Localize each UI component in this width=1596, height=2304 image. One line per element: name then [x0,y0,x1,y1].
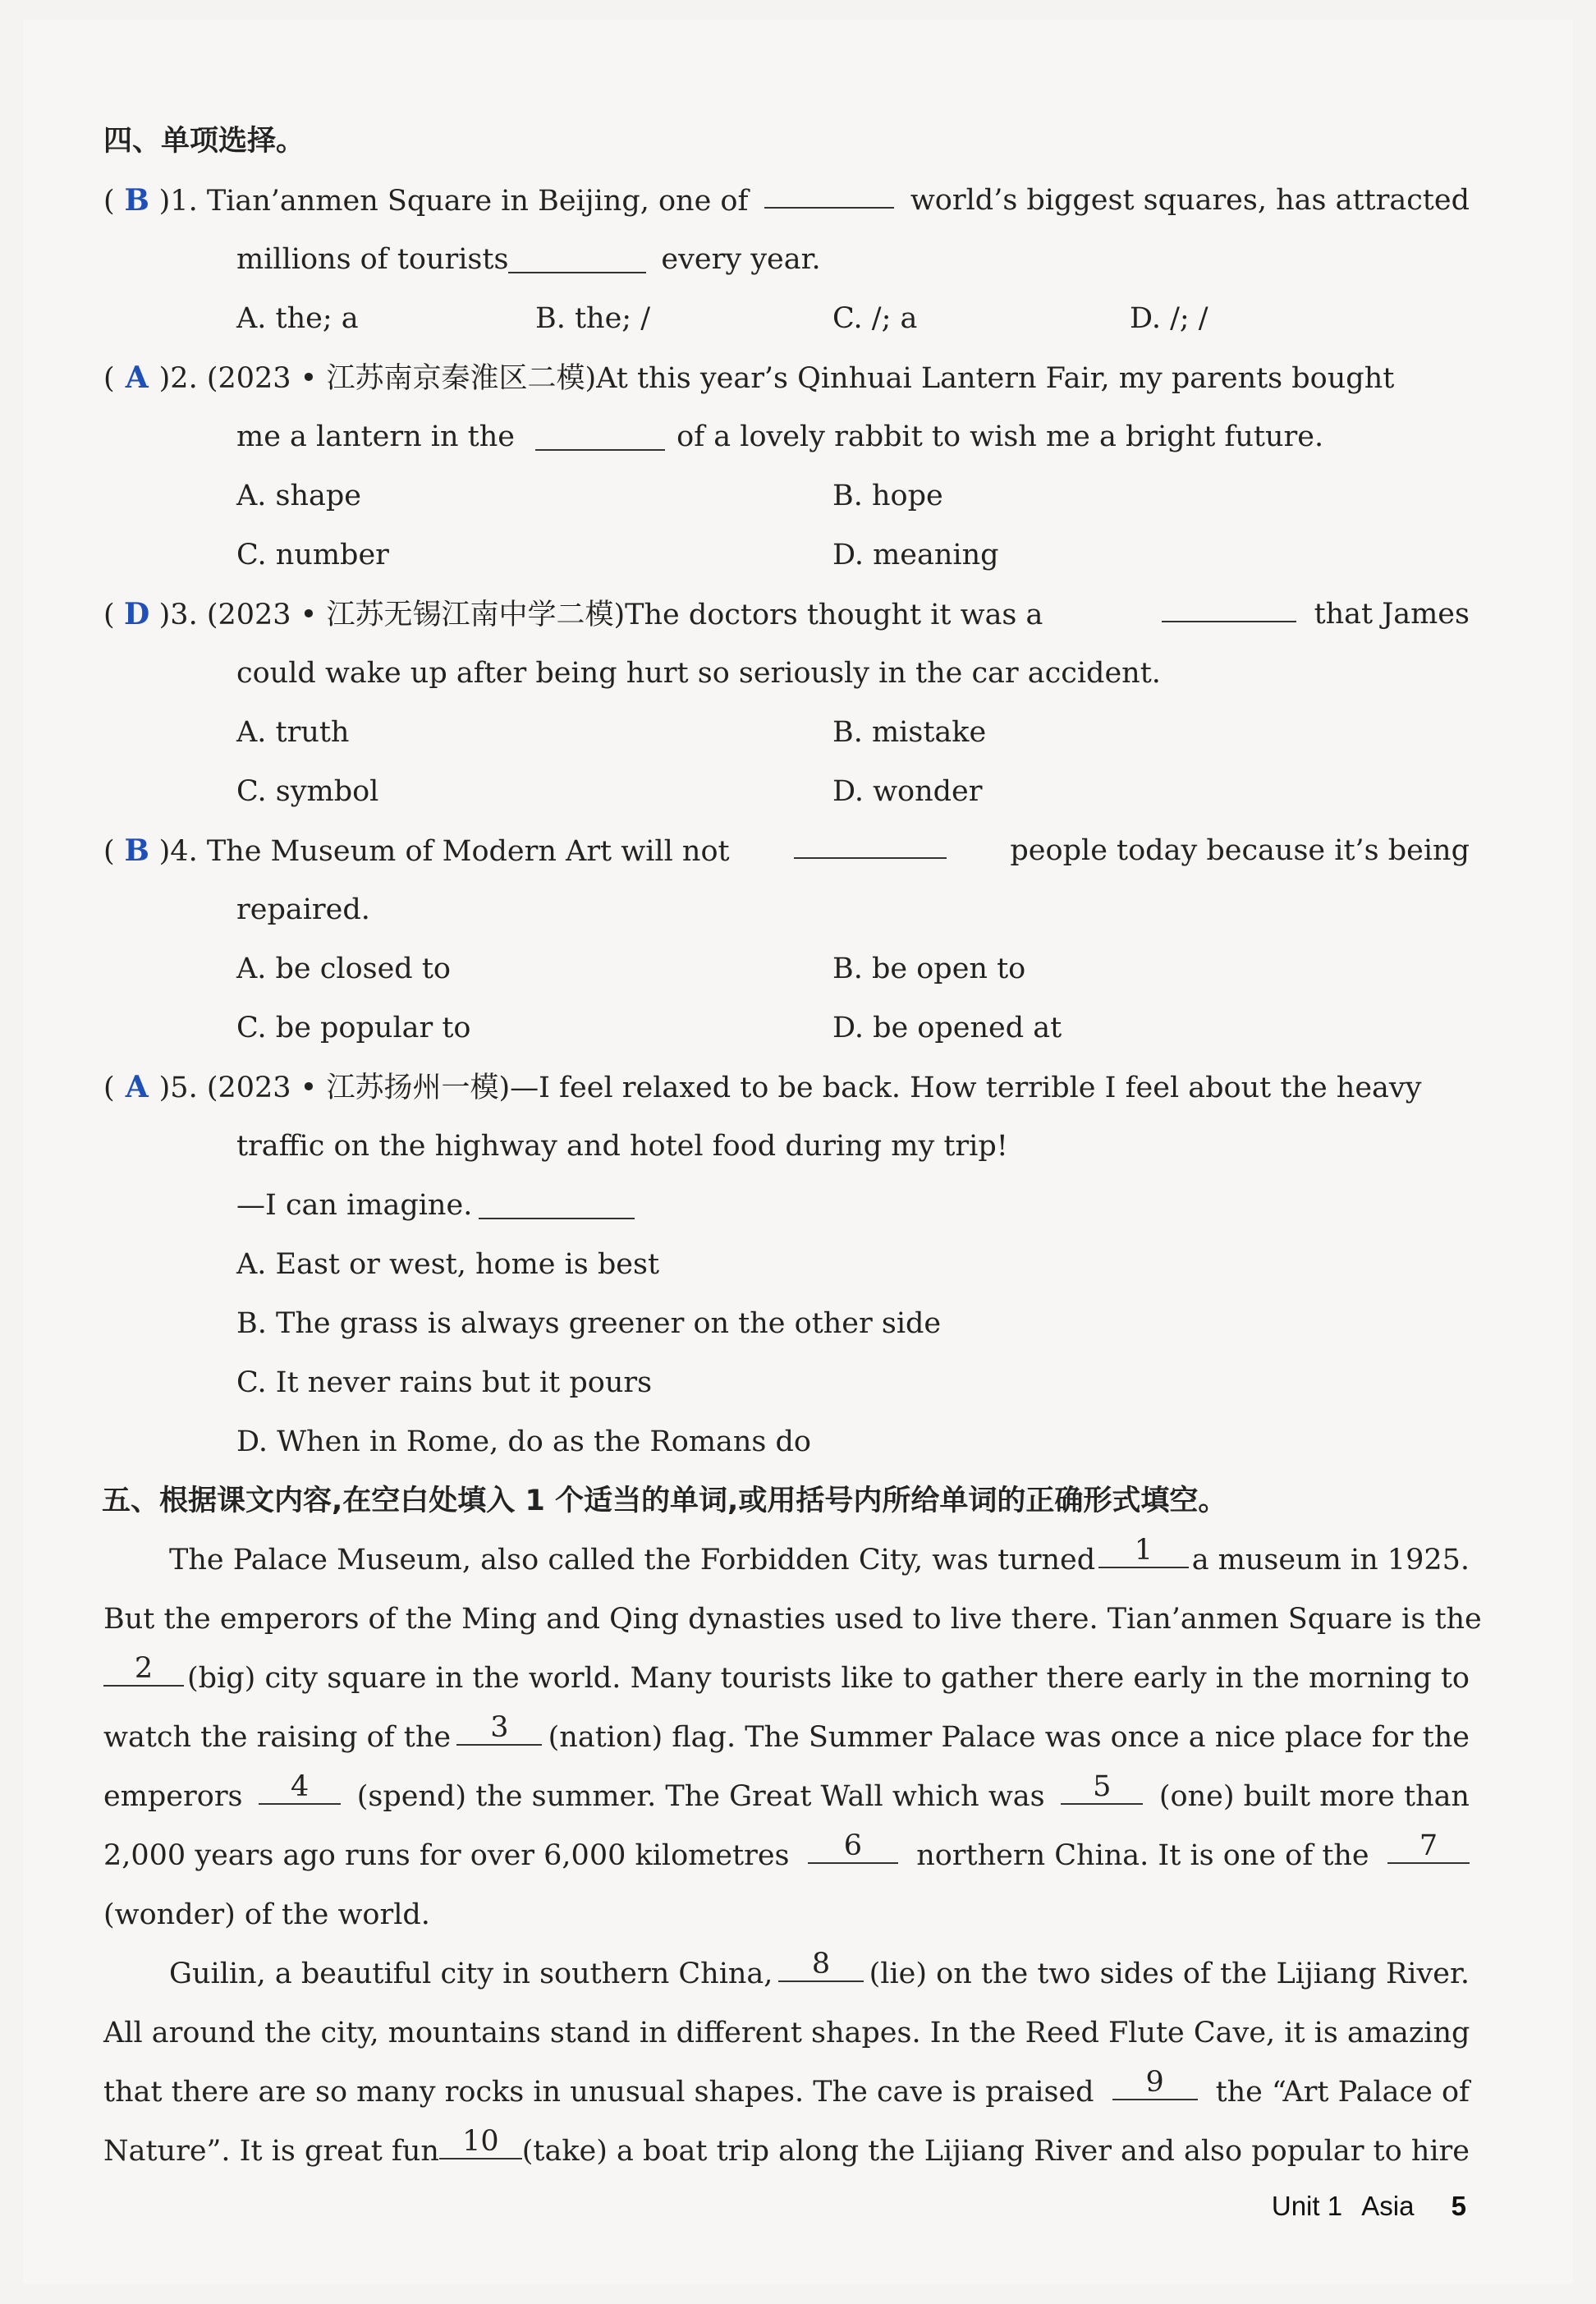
question-5-line3: —I can imagine. [103,1176,1470,1235]
question-5-line1: ( A )5. (2023 • 江苏扬州一模)—I feel relaxed to be back. How terrible I feel about the heavy [103,1058,1470,1117]
question-5-line2: traffic on the highway and hotel food during my trip! [236,1130,1008,1163]
blank-5[interactable]: 5 [1061,1767,1143,1805]
answer-1: B [124,183,149,218]
p2-line1: Guilin, a beautiful city in southern China, 8 (lie) on the two sides of the Lijiang River. [103,1944,1470,2003]
p1-line5: emperors 4 (spend) the summer. The Great Wall which was 5 (one) built more than [103,1767,1470,1826]
p1-line7: (wonder) of the world. [103,1898,430,1931]
question-2-line1: ( A )2. (2023 • 江苏南京秦淮区二模)At this year’s Qinhuai Lantern Fair, my parents bought [103,348,1470,407]
blank-2[interactable]: 2 [103,1649,184,1687]
option-b: B. hope [832,480,943,512]
question-4-line2: repaired. [236,893,370,926]
answer-3: D [124,597,150,631]
option-c: C. It never rains but it pours [236,1366,653,1399]
question-3-options-cd [103,762,1470,821]
blank-10[interactable]: 10 [439,2122,522,2159]
option-a: A. East or west, home is best [236,1248,660,1281]
worksheet-content [102,112,1482,2181]
blank-8[interactable]: 8 [778,1944,864,1982]
p1-line3: 2 (big) city square in the world. Many tourists like to gather there early in the morning to [103,1649,1470,1708]
option-d: D. When in Rome, do as the Romans do [236,1425,811,1458]
blank[interactable] [479,1182,635,1219]
option-a: A. be closed to [236,952,451,985]
p1-line6: 2,000 years ago runs for over 6,000 kilometres 6 northern China. It is one of the 7 [103,1826,1470,1885]
blank[interactable] [794,821,947,859]
page-footer [1260,2191,1466,2222]
option-a: A. truth [236,716,350,749]
answer-4: B [124,833,149,868]
option-c: C. be popular to [236,1012,471,1044]
option-d: D. wonder [832,775,983,808]
blank[interactable] [764,171,894,209]
blank[interactable] [1162,585,1296,622]
option-c: C. symbol [236,775,379,808]
question-4-line1: ( B )4. The Museum of Modern Art will not people today because it’s being [103,821,1470,880]
question-4-options-ab [103,939,1470,998]
option-d: D. /; / [1130,302,1208,335]
question-1-options [103,289,1470,348]
option-b: B. be open to [832,952,1026,985]
option-d: D. be opened at [832,1012,1062,1044]
p2-line2: All around the city, mountains stand in different shapes. In the Reed Flute Cave, it is amazing [103,2017,1470,2049]
option-a: A. shape [236,480,362,512]
blank-6[interactable]: 6 [808,1826,898,1864]
blank-7[interactable]: 7 [1387,1826,1470,1864]
option-b: B. the; / [535,302,650,335]
answer-5: A [125,1070,149,1104]
option-a: A. the; a [236,302,359,335]
blank-4[interactable]: 4 [259,1767,341,1805]
option-b: B. mistake [832,716,987,749]
p2-line3: that there are so many rocks in unusual shapes. The cave is praised 9 the “Art Palace of [103,2063,1470,2122]
question-3-line1: ( D )3. (2023 • 江苏无锡江南中学二模)The doctors thought it was a that James [103,585,1470,644]
blank-3[interactable]: 3 [456,1708,542,1746]
question-3-options-ab [103,703,1470,762]
blank[interactable] [508,236,646,273]
blank-9[interactable]: 9 [1112,2063,1198,2100]
p1-line4: watch the raising of the 3 (nation) flag. The Summer Palace was once a nice place for the [103,1708,1470,1767]
question-3-line2: could wake up after being hurt so seriously in the car accident. [236,657,1161,690]
blank[interactable] [535,413,665,451]
section5-heading: 五、根据课文内容,在空白处填入 1 个适当的单词,或用括号内所给单词的正确形式填空。 [102,1485,1227,1517]
question-1-line2: millions of tourists every year. [103,230,1470,289]
section4-heading: 四、单项选择。 [103,125,305,158]
question-1-line1: ( B )1. Tian’anmen Square in Beijing, one of world’s biggest squares, has attracted [103,171,1470,230]
question-4-options-cd [103,998,1470,1058]
option-c: C. /; a [832,302,918,335]
footer-title: Asia [1361,2191,1415,2221]
option-b: B. The grass is always greener on the other side [236,1307,942,1340]
question-2-options-ab [103,466,1470,526]
answer-2: A [125,360,149,395]
p2-line4: Nature”. It is great fun 10 (take) a boat trip along the Lijiang River and also popular to hire [103,2122,1470,2181]
blank-1[interactable]: 1 [1098,1531,1189,1568]
question-2-options-cd [103,526,1470,585]
p1-line2: But the emperors of the Ming and Qing dynasties used to live there. Tian’anmen Square is the [103,1603,1482,1636]
footer-unit: Unit 1 [1271,2191,1343,2221]
page-number: 5 [1451,2191,1466,2221]
question-2-line2: me a lantern in the of a lovely rabbit to wish me a bright future. [103,407,1470,466]
option-c: C. number [236,539,389,571]
option-d: D. meaning [832,539,999,571]
p1-line1: The Palace Museum, also called the Forbidden City, was turned 1 a museum in 1925. [103,1531,1470,1590]
